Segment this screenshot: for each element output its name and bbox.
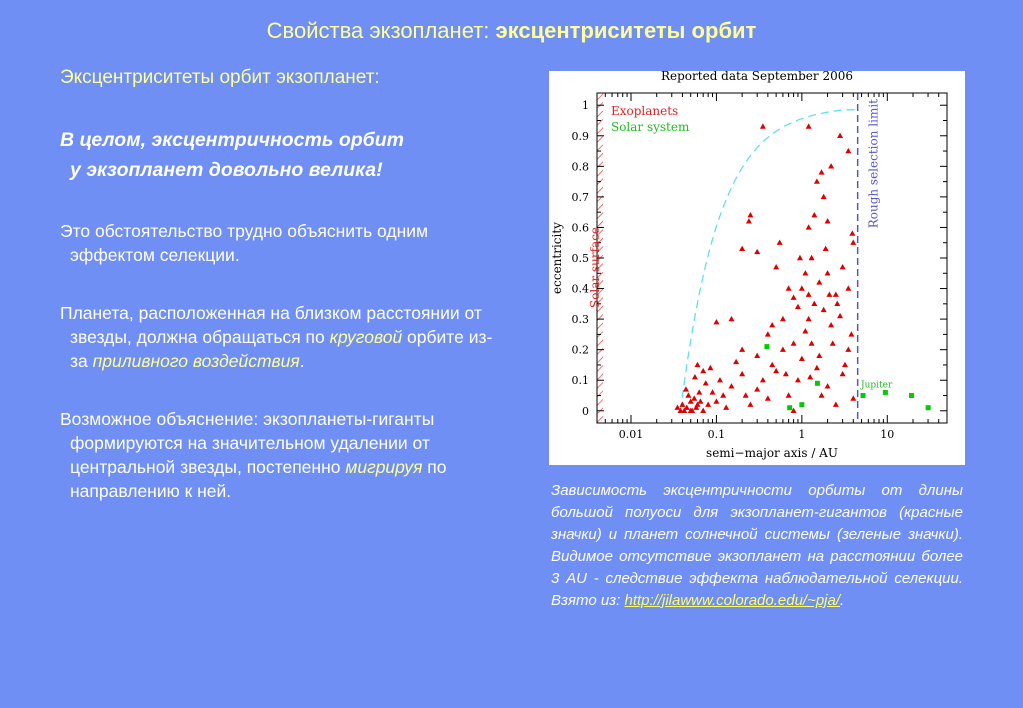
- exoplanet-point: [814, 365, 820, 370]
- eccentricity-chart: [549, 71, 965, 465]
- exoplanet-point: [705, 401, 711, 406]
- exoplanet-point: [807, 374, 813, 379]
- exoplanet-point: [837, 313, 843, 318]
- exoplanet-point: [786, 285, 792, 290]
- exoplanet-point: [850, 240, 856, 245]
- exoplanet-point: [834, 301, 840, 306]
- exoplanet-point: [833, 291, 839, 296]
- y-tick-label: 0.7: [571, 190, 589, 204]
- key-statement: В целом, эксцентричность орбит у экзопланет довольно велика!: [60, 129, 404, 181]
- exoplanet-point: [802, 270, 808, 275]
- exoplanet-point: [823, 246, 829, 251]
- jupiter-label: Jupiter: [861, 380, 893, 391]
- y-tick-label: 0.1: [571, 374, 589, 388]
- exoplanet-point: [700, 368, 706, 373]
- exoplanet-point: [674, 405, 680, 410]
- solar-planet-point: [926, 405, 931, 410]
- y-tick-label: 0.6: [571, 221, 589, 235]
- exoplanet-point: [825, 270, 831, 275]
- exoplanet-point: [842, 362, 848, 367]
- exoplanet-point: [710, 389, 716, 394]
- exoplanet-point: [739, 346, 745, 351]
- solar-planet-point: [909, 393, 914, 398]
- exoplanet-point: [728, 316, 734, 321]
- exoplanet-point: [845, 148, 851, 153]
- exoplanet-point: [691, 395, 697, 400]
- exoplanet-point: [816, 353, 822, 358]
- y-tick-label: 1: [582, 99, 589, 113]
- section-heading: Эксцентриситеты орбит экзопланет:: [60, 67, 380, 88]
- exoplanet-point: [821, 307, 827, 312]
- exoplanet-point: [806, 123, 812, 128]
- exoplanet-point: [819, 169, 825, 174]
- source-link[interactable]: http://jilawww.colorado.edu/~pja/: [624, 592, 841, 609]
- exoplanet-point: [700, 408, 706, 413]
- title-emphasis: эксцентриситеты орбит: [495, 18, 757, 43]
- solar-planet-point: [764, 344, 769, 349]
- exoplanet-point: [747, 212, 753, 217]
- exoplanet-point: [713, 319, 719, 324]
- exoplanet-point: [773, 264, 779, 269]
- exoplanet-point: [786, 392, 792, 397]
- exoplanet-point: [821, 194, 827, 199]
- legend-exoplanets: Exoplanets: [610, 104, 679, 118]
- exoplanet-point: [765, 395, 771, 400]
- solar-planet-point: [799, 402, 804, 407]
- exoplanet-point: [849, 230, 855, 235]
- exoplanet-point: [694, 362, 700, 367]
- slide-title: Свойства экзопланет: эксцентриситеты орбит: [266, 18, 757, 43]
- exoplanet-point: [739, 246, 745, 251]
- plot-frame: [597, 93, 947, 423]
- exoplanet-point: [799, 285, 805, 290]
- exoplanet-point: [845, 285, 851, 290]
- y-axis-label: eccentricity: [550, 222, 564, 294]
- y-tick-label: 0.4: [571, 282, 589, 296]
- paragraph-tidal: Планета, расположенная на близком расстоянии от звезды, должна обращаться по круговой орбите из-за приливного воздействия.: [60, 303, 493, 371]
- x-tick-label: 0.01: [618, 428, 644, 441]
- exoplanet-point: [806, 316, 812, 321]
- exoplanet-point: [679, 401, 685, 406]
- exoplanet-point: [696, 389, 702, 394]
- exoplanet-point: [850, 395, 856, 400]
- paragraph-migration: Возможное объяснение: экзопланеты-гиганты формируются на значительном удалении от центральной звезды, постепенно мигрируя по направлению к ней.: [60, 409, 447, 501]
- exoplanet-point: [848, 331, 854, 336]
- exoplanet-point: [683, 386, 689, 391]
- exoplanet-point: [845, 346, 851, 351]
- exoplanet-point: [791, 295, 797, 300]
- selection-curve: [681, 110, 857, 411]
- solar-planet-point: [861, 393, 866, 398]
- exoplanet-point: [811, 212, 817, 217]
- exoplanet-point: [777, 240, 783, 245]
- exoplanet-point: [728, 383, 734, 388]
- exoplanet-point: [723, 405, 729, 410]
- exoplanet-point: [791, 340, 797, 345]
- y-tick-label: 0.3: [571, 313, 589, 327]
- exoplanet-point: [739, 371, 745, 376]
- y-tick-label: 0: [582, 404, 589, 418]
- exoplanet-point: [720, 392, 726, 397]
- exoplanet-point: [743, 392, 749, 397]
- x-tick-label: 0.1: [707, 428, 726, 441]
- chart-title: Reported data September 2006: [660, 71, 854, 83]
- exoplanet-point: [814, 178, 820, 183]
- selection-limit-label: Rough selection limit: [866, 99, 881, 229]
- exoplanet-point: [707, 365, 713, 370]
- text-column: [60, 66, 500, 503]
- exoplanet-point: [760, 377, 766, 382]
- y-tick-label: 0.5: [571, 252, 589, 265]
- exoplanet-point: [795, 304, 801, 309]
- exoplanet-point: [809, 255, 815, 260]
- exoplanet-point: [811, 301, 817, 306]
- exoplanet-point: [795, 377, 801, 382]
- exoplanet-point: [819, 392, 825, 397]
- exoplanet-point: [806, 291, 812, 296]
- exoplanet-point: [685, 392, 691, 397]
- exoplanet-point: [754, 386, 760, 391]
- exoplanet-point: [826, 291, 832, 296]
- exoplanet-point: [760, 123, 766, 128]
- exoplanet-point: [840, 371, 846, 376]
- exoplanet-point: [692, 374, 698, 379]
- x-tick-label: 10: [880, 428, 895, 441]
- exoplanet-point: [802, 328, 808, 333]
- data-marks: [674, 123, 930, 413]
- exoplanet-point: [703, 380, 709, 385]
- exoplanet-point: [830, 340, 836, 345]
- exoplanet-point: [769, 362, 775, 367]
- y-tick-label: 0.2: [571, 343, 589, 357]
- exoplanet-point: [780, 316, 786, 321]
- exoplanet-point: [733, 359, 739, 364]
- exoplanet-point: [837, 133, 843, 138]
- exoplanet-point: [833, 401, 839, 406]
- exoplanet-point: [816, 279, 822, 284]
- figure-caption: Зависимость эксцентричности орбиты от длины большой полуоси для экзопланет-гигантов (красные значки) и планет солнечной системы (зеленые значки). Видимое отсутствие экзопланет на расстоянии более 3 AU - следствие эффекта наблюдательной селекции. Взято из: http://jilawww.colorado.edu/~pja/.: [551, 482, 963, 609]
- exoplanet-point: [713, 398, 719, 403]
- exoplanet-point: [840, 264, 846, 269]
- exoplanet-point: [773, 368, 779, 373]
- y-tick-label: 0.9: [571, 129, 589, 143]
- exoplanet-point: [717, 377, 723, 382]
- exoplanet-point: [746, 218, 752, 223]
- exoplanet-point: [769, 322, 775, 327]
- exoplanet-point: [754, 249, 760, 254]
- exoplanet-point: [697, 398, 703, 403]
- x-axis-label: semi−major axis / AU: [706, 446, 838, 460]
- exoplanet-point: [809, 340, 815, 345]
- x-tick-label: 1: [798, 428, 806, 441]
- legend-solar-system: Solar system: [610, 120, 690, 134]
- y-tick-label: 0.8: [571, 160, 589, 174]
- exoplanet-point: [825, 383, 831, 388]
- chart-svg: [549, 71, 965, 465]
- exoplanet-point: [799, 356, 805, 361]
- solar-surface-label: Solar surface: [587, 226, 602, 308]
- exoplanet-point: [780, 346, 786, 351]
- paragraph-selection: Это обстоятельство трудно объяснить одним эффектом селекции.: [60, 221, 429, 265]
- exoplanet-point: [783, 371, 789, 376]
- exoplanet-point: [806, 224, 812, 229]
- exoplanet-point: [828, 163, 834, 168]
- exoplanet-point: [747, 401, 753, 406]
- solar-planet-point: [883, 390, 888, 395]
- solar-planet-point: [787, 405, 792, 410]
- solar-planet-point: [815, 381, 820, 386]
- exoplanet-point: [765, 331, 771, 336]
- exoplanet-point: [825, 218, 831, 223]
- exoplanet-point: [684, 405, 690, 410]
- exoplanet-point: [828, 322, 834, 327]
- exoplanet-point: [754, 353, 760, 358]
- exoplanet-point: [797, 255, 803, 260]
